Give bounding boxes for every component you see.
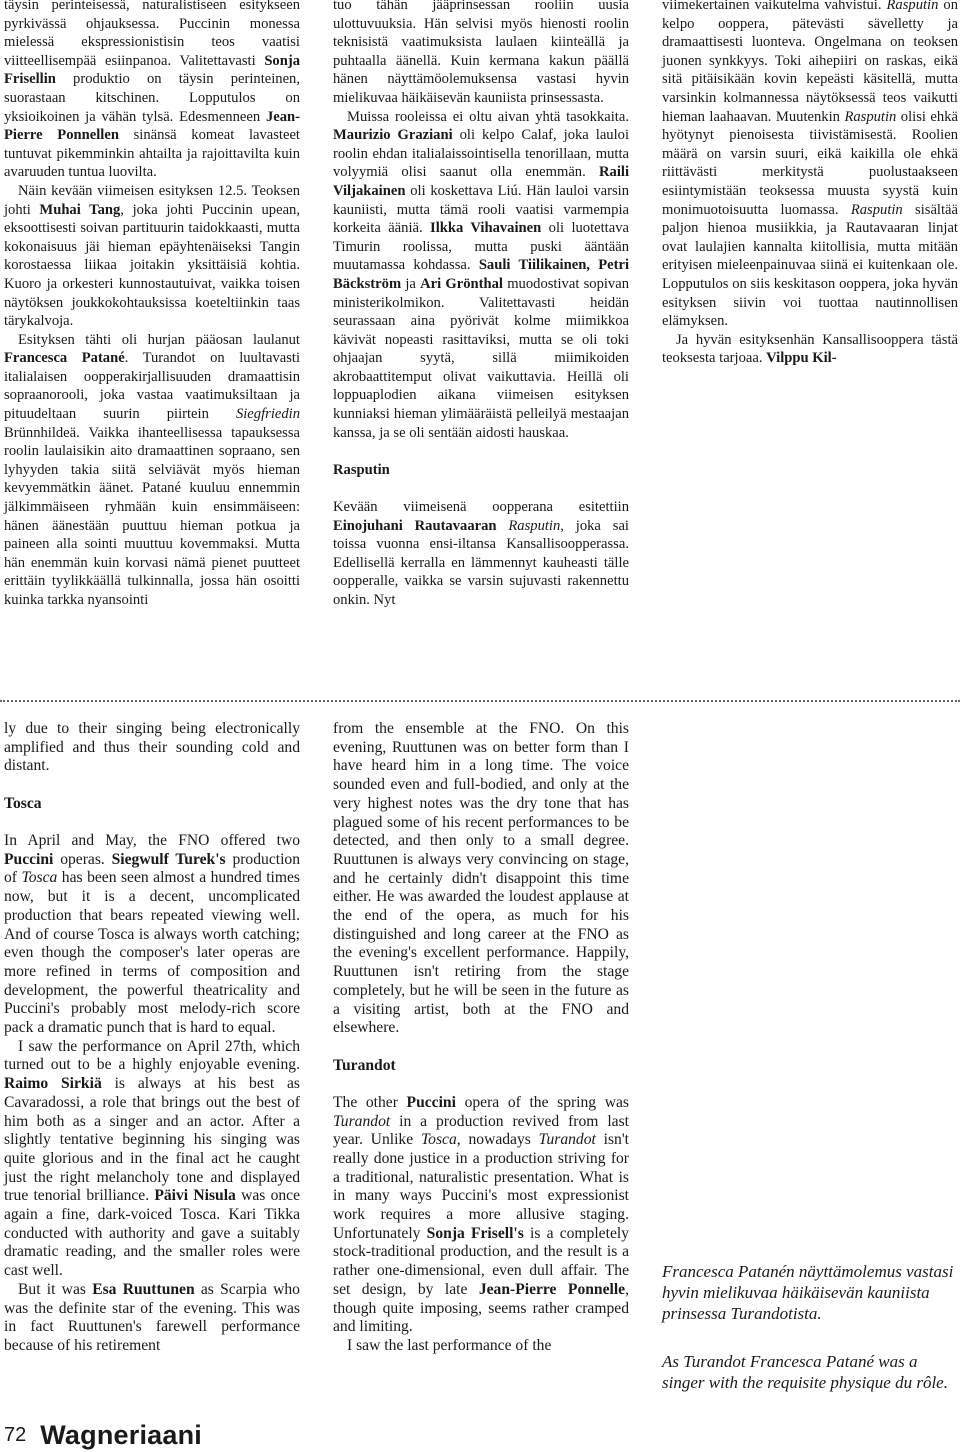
name-highlight: Sonja Frisellin <box>4 52 300 88</box>
name-highlight: Vilppu Kil- <box>766 350 837 367</box>
title-italic: Rasputin <box>886 0 939 13</box>
paragraph <box>4 832 300 1038</box>
text-run: is always at his best as Cavaradossi, a role that brings out the best of him both as a singer and an actor. After a slightly tentative beginning his singing was quite glorious and in the final act he caught just the right melancholy tone and displayed true tenorial brilliance. <box>4 1075 301 1205</box>
text-run: operas. <box>53 850 112 868</box>
paragraph <box>333 720 629 1038</box>
text-run: was once again a fine, dark-voiced Tosca. Kari Tikka conducted with authority and gave a suitably dramatic reading, and the smaller roles were cast well. <box>4 1187 300 1280</box>
english-column-1 <box>4 720 300 1356</box>
name-highlight: Esa Ruuttunen <box>92 1280 195 1298</box>
title-italic: Tosca <box>21 869 58 887</box>
paragraph <box>662 331 958 368</box>
name-highlight: Ari Grönthal <box>420 275 503 292</box>
paragraph <box>333 0 629 108</box>
text-run: , nowadays <box>456 1131 539 1149</box>
english-column-2 <box>333 720 629 1356</box>
paragraph <box>333 498 629 610</box>
name-highlight: Raimo Sirkiä <box>4 1075 102 1093</box>
text-run: opera of the spring was <box>455 1093 629 1111</box>
name-highlight: Puccini <box>4 850 54 868</box>
name-highlight: Siegwulf Turek's <box>111 850 226 868</box>
text-run: In April and May, the FNO offered two <box>4 832 300 849</box>
text-run: I saw the last performance of the <box>347 1336 552 1354</box>
text-run: oli luotettava Timurin roolissa, mutta puski ääntään muutamassa kohdassa. <box>333 220 629 274</box>
finnish-column-3 <box>662 0 958 368</box>
paragraph <box>4 331 300 610</box>
photo-caption-finnish: Francesca Patanén näyttämolemus vastasi hyvin mielikuvaa häikäisevän kauniista prinsessa Turandotista. <box>662 1262 954 1323</box>
text-run: täysin perinteisessä, naturalistiseen esitykseen pyrkivässä ohjauksessa. Puccinin monessa mielessä ekspressionistisin teos vaatisi viitteellisempää esiinpanoa. Valitettavasti <box>4 0 300 69</box>
text-run <box>497 518 509 534</box>
text-run: , joka johti Puccinin upean, eksoottisesti soivan partituurin taidokkaasti, mutta kokonaisuus jäi hieman epäyhtenäiseksi Tangin korostaessa liikaa joitakin yksittäisiä kohtia. Kuoro ja orkesteri kunnostautuivat, vaikka toisen näytöksen joukkokohtauksissa koeteltiinkin taas tärykalvoja. <box>4 201 300 330</box>
text-run: I saw the performance on April 27th, which turned out to be a highly enjoyable evening. <box>4 1037 300 1074</box>
section-divider <box>0 700 960 702</box>
name-highlight: Einojuhani Rautavaaran <box>333 517 497 534</box>
title-italic: Rasputin <box>844 108 897 125</box>
paragraph <box>662 0 958 331</box>
name-highlight: Päivi Nisula <box>154 1187 236 1205</box>
text-run: production of <box>4 850 300 887</box>
text-run: produktio on täysin perinteinen, suorastaan kitschinen. Lopputulos on yksioikoinen ja vähän tylsä. Edesmenneen <box>4 71 300 125</box>
section-heading: Turandot <box>333 1056 396 1074</box>
text-run: viimekertainen vaikutelma vahvistui. <box>662 0 887 13</box>
name-highlight: Maurizio Graziani <box>333 127 453 144</box>
name-highlight: Sonja Frisell's <box>426 1224 524 1242</box>
text-run: in a production revived from last year. Unlike <box>333 1112 629 1149</box>
text-run: , joka sai toissa vuonna ensi-iltansa Kansallisoopperassa. Edellisellä kerralla en lämmennyt kauheasti tälle oopperalle, vaikka se varsin sujuvasti rakennettu onkin. Nyt <box>333 517 629 608</box>
paragraph <box>333 1337 629 1356</box>
paragraph <box>4 0 300 182</box>
photo-caption-english: As Turandot Francesca Patané was a singer with the requisite physique du rôle. <box>662 1352 948 1392</box>
text-run: oli kelpo Calaf, joka lauloi roolin ehdan italialaissointisella tenorillaan, mutta volyymiä olisi saanut olla enemmän. <box>333 127 629 181</box>
text-run: as Scarpia who was the definite star of the evening. This was in fact Ruuttunen's farewell performance because of his retirement <box>4 1280 300 1354</box>
text-run: oli koskettava Liú. Hän lauloi varsin kauniisti, mutta tämä rooli vaatisi varmempia korkeita ääniä. <box>333 182 629 237</box>
paragraph <box>333 108 629 443</box>
name-highlight: Puccini <box>406 1093 456 1111</box>
text-run: . Turandot on luultavasti italialaisen oopperakirjallisuuden dramaattisin sopraanorooli, joka vastaa vaatimuksiltaan ja pituudeltaan suurin piirtein <box>4 350 301 423</box>
title-italic: Rasputin <box>508 517 561 534</box>
name-highlight: Raili Viljakainen <box>333 164 629 199</box>
text-run: is a completely stock-traditional production, and the result is a rather one-dimensional, even dull affair. The set design, by late <box>333 1224 629 1298</box>
text-run: muodostivat sopivan ministerikolmikon. Valitettavasti heidän seurassaan aina pyörivät kolme miimikkoa kävivät nopeasti rasittaviksi, mutta se oli toki ohjaajan syytä, sillä miimikoiden akrobaattitemput olivat vaikuttavia. Heillä oli loppuaplodien aikana viimeisen esityksen kunniaksi hieman ylimääräistä pelleilyä mestaajan kanssa, ja se oli sentään aidosti hauskaa. <box>333 275 629 441</box>
section-heading: Tosca <box>4 794 42 812</box>
text-run: Muissa rooleissa ei oltu aivan yhtä tasokkaita. <box>347 108 629 125</box>
text-run: Brünnhildeä. Vaikka ihanteellisessa tapauksessa roolin laulaisikin aito dramaattinen sopraano, sen lyhyyden takia siitä selviävät myös hieman kevyemmätkin äänet. Patané kuuluu ennemmin jälkimmäiseen ryhmään kuin ensimmäiseen: hänen äänestään puuttuu hieman potkua ja paineen alla sointi muuttuu kovemmaksi. Mutta hän enemmän kuin korvasi nämä pienet puutteet erittäin tyylikkäällä tulkinnalla, jossa hän osoitti kuinka tarkka nyansointi <box>4 424 300 608</box>
name-highlight: Jean-Pierre Ponnelle <box>478 1280 626 1298</box>
text-run: from the ensemble at the FNO. On this evening, Ruuttunen was on better form than I have heard him in a long time. The voice sounded even and full-bodied, and only at the very highest notes was the dry tone that has plagued some of his recent performances to be detected, and then only to a small degree. Ruuttunen is always very convincing on stage, and he certainly didn't disappoint this time either. He was awarded the loudest applause at the end of the opera, as much for his distinguished and long career at the FNO as the evening's excellent performance. Happily, Ruuttunen isn't retiring from the stage completely, but he will be seen in the future as a visiting artist, both at the FNO and elsewhere. <box>333 720 629 1037</box>
section-heading: Rasputin <box>333 461 390 478</box>
text-run: olisi ehkä hyötynyt pienoisesta tiivistämisestä. Roolien määrä on varsin suuri, eikä kaikilla ole ehkä riittävästi merkitystä puolustaakseen esiintymistään teoksessa muusta syystä kuin monimuotoisuutta luomassa. <box>662 108 958 218</box>
text-run: Esityksen tähti oli hurjan pääosan laulanut <box>18 331 300 348</box>
text-run: Näin kevään viimeisen esityksen 12.5. Teoksen johti <box>4 182 300 218</box>
title-italic: Siegfriedin <box>235 406 300 423</box>
name-highlight: Muhai Tang <box>39 201 121 218</box>
page-number: 72 <box>4 1423 27 1446</box>
paragraph <box>4 1281 300 1356</box>
name-highlight: Jean-Pierre Ponnellen <box>4 108 300 144</box>
name-highlight: Francesca Patané <box>4 350 125 367</box>
text-run: The other <box>333 1093 407 1111</box>
text-run: tuo tähän jääprinsessan rooliin uusia ulottuvuuksia. Hän selvisi myös hienosti roolin teknisistä vaatimuksista laulaen kiinteällä ja puhtaalla äänellä. Kuin kermana kakun päällä hänen näyttämöolemuksensa vastasi hyvin mielikuvaa häikäisevän kauniista prinsessasta. <box>333 0 629 106</box>
finnish-column-1 <box>4 0 300 610</box>
text-run: ly due to their singing being electronically amplified and thus their sounding cold and distant. <box>4 720 300 775</box>
paragraph <box>4 1038 300 1281</box>
text-run: But it was <box>18 1280 93 1298</box>
title-italic: Tosca <box>420 1131 457 1149</box>
text-run: sisältää paljon hienoa musiikkia, ja Rautavaaran linjat ovat laulajien kannalta kiitollisia, mutta mitään erityisen mieleenpainuvaa siinä ei kuitenkaan ole. Lopputulos on siis keskitason ooppera, joka hyvän esityksen siivin voi tuottaa nautinnollisen elämyksen. <box>662 201 958 330</box>
title-italic: Rasputin <box>850 201 903 218</box>
finnish-column-2 <box>333 0 629 610</box>
text-run: has been seen almost a hundred times now, but it is a decent, uncomplicated production that bears repeated viewing well. And of course Tosca is always worth catching; even though the composer's later operas are more refined in terms of composition and development, the powerful theatricality and Puccini's probably most melody-rich score pack a dramatic punch that is hard to equal. <box>4 869 301 1037</box>
text-run: on kelpo ooppera, pätevästi sävelletty ja dramaattisesti luonteva. Ongelmana on teoksen juonen synkkyys. Toki aihepiiri on raskas, eikä sitä pitäisikään kovin kepeästi käsitellä, mutta varsinkin kolmannessa näytöksessä teos vaikutti hieman laahaavan. Muutenkin <box>662 0 958 125</box>
title-italic: Turandot <box>333 1112 391 1130</box>
title-italic: Turandot <box>538 1131 596 1149</box>
text-run: , though quite imposing, seems rather cramped and limiting. <box>333 1280 629 1336</box>
paragraph <box>4 182 300 331</box>
paragraph <box>4 720 300 776</box>
page-footer <box>4 1420 202 1450</box>
paragraph <box>333 1094 629 1337</box>
text-run: Ja hyvän esityksenhän Kansallisooppera tästä teoksesta tarjoaa. <box>662 331 958 367</box>
name-highlight: Sauli Tiilikainen, Petri Bäckström <box>333 257 629 292</box>
text-run: isn't really done justice in a production striving for a traditional, naturalistic presentation. What is in many ways Puccini's most expressionist work requires a more allusive staging. Unfortunately <box>333 1131 629 1242</box>
magazine-name: Wagneriaani <box>40 1419 202 1450</box>
text-run: sinänsä komeat lavasteet tuntuvat pikemminkin ahtailta ja rajoittavilta kuin avaruuden tuntua luovilta. <box>4 127 300 181</box>
text-run: ja <box>401 275 421 292</box>
name-highlight: Ilkka Vihavainen <box>430 220 542 237</box>
text-run: Kevään viimeisenä oopperana esitettiin <box>333 499 629 516</box>
